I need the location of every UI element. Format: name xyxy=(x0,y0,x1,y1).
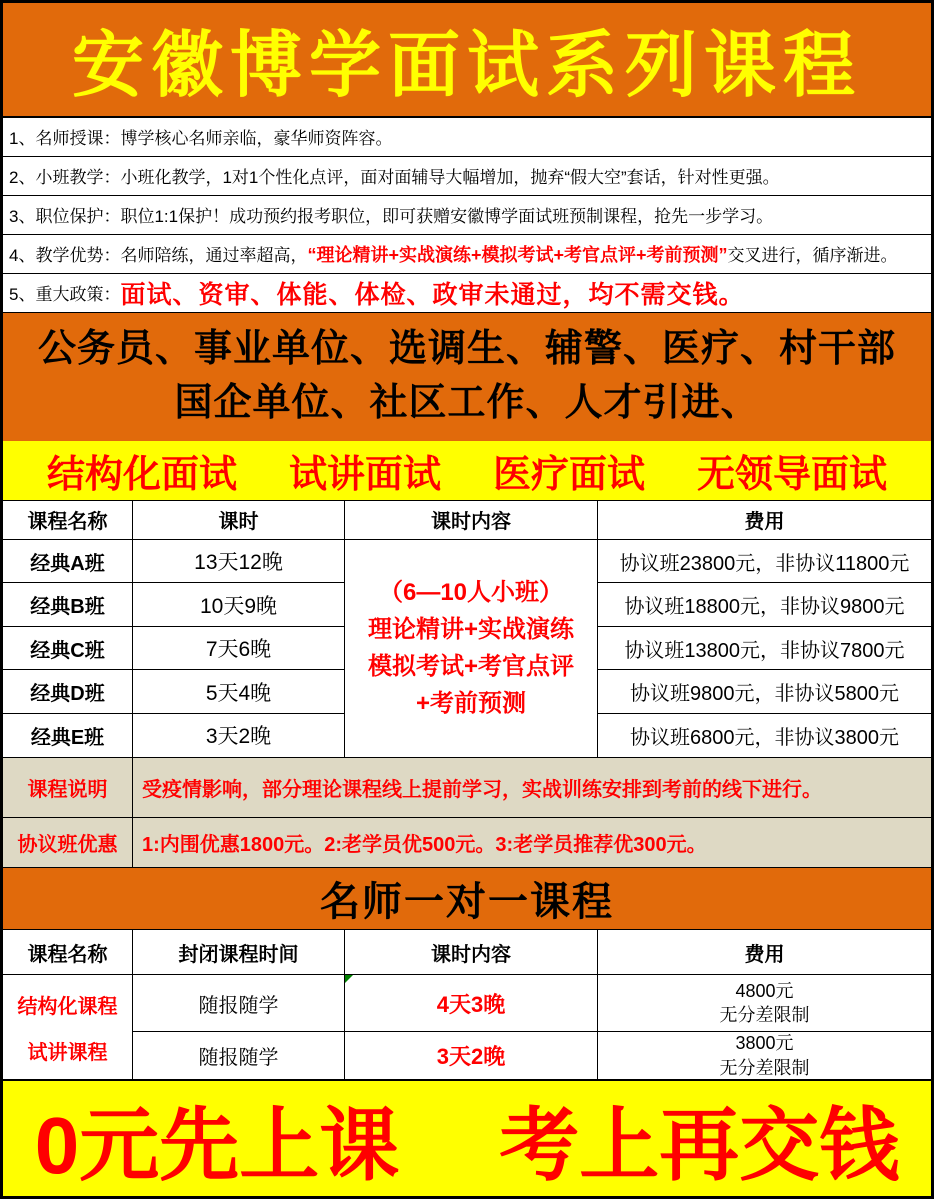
course-name-column xyxy=(3,501,133,758)
one-on-one-table xyxy=(3,930,931,1080)
cell-corner-marker-icon xyxy=(345,975,353,983)
feature-item-4 xyxy=(3,235,931,274)
oo-hours-cell xyxy=(345,975,597,1032)
poster-header xyxy=(3,3,931,118)
course-hours-cell: 5天4晚 xyxy=(133,670,344,714)
course-name-cell: 经典E班 xyxy=(3,714,132,758)
audience-line-1: 公务员、事业单位、选调生、辅警、医疗、村干部 xyxy=(37,327,896,370)
column-header-course-name: 课程名称 xyxy=(3,930,132,975)
promo-text-right: 考上再交钱 xyxy=(499,1101,900,1190)
column-header-course-name: 课程名称 xyxy=(3,501,132,540)
promo-banner xyxy=(3,1080,931,1196)
audience-line-2: 国企单位、社区工作、人才引进、 xyxy=(174,381,760,424)
content-line: +考前预测 xyxy=(415,690,526,718)
feature-text: 3、职位保护：职位1:1保护！成功预约报考职位，即可获赠安徽博学面试班预制课程，抢先一步学习。 xyxy=(9,207,774,227)
feature-text: 5、重大政策： xyxy=(9,285,121,305)
audience-banner xyxy=(3,313,931,441)
feature-highlight: “理论精讲+实战演练+模拟考试+考官点评+考前预测” xyxy=(307,244,728,265)
feature-item-5 xyxy=(3,274,931,313)
oo-schedule-column xyxy=(133,930,345,1080)
feature-text: 4、教学优势：名师陪练，通过率超高， xyxy=(9,246,308,266)
interview-types-banner xyxy=(3,441,931,501)
note-label: 课程说明 xyxy=(3,758,133,818)
oo-fee-amount: 3800元 xyxy=(735,1033,794,1054)
note-text: 受疫情影响，部分理论课程线上提前学习，实战训练安排到考前的线下进行。 xyxy=(142,778,822,801)
interview-type-medical: 医疗面试 xyxy=(493,453,646,496)
course-fee-cell: 协议班9800元，非协议5800元 xyxy=(598,670,931,714)
oo-content-column xyxy=(345,930,598,1080)
course-fee-cell: 协议班23800元，非协议11800元 xyxy=(598,540,931,584)
course-fee-column xyxy=(598,501,931,758)
feature-list xyxy=(3,118,931,313)
oo-course-name: 结构化课程 xyxy=(17,995,118,1018)
feature-item-3 xyxy=(3,196,931,235)
course-content-merged-cell xyxy=(345,540,597,758)
content-line: （6—10人小班） xyxy=(378,578,564,606)
feature-item-1 xyxy=(3,118,931,157)
course-note-row xyxy=(3,758,931,819)
course-fee-cell: 协议班13800元，非协议7800元 xyxy=(598,627,931,671)
column-header-fee: 费用 xyxy=(598,501,931,540)
oo-fee-amount: 4800元 xyxy=(735,980,794,1001)
course-name-cell: 经典A班 xyxy=(3,540,132,584)
course-hours-cell: 13天12晚 xyxy=(133,540,344,584)
oo-hours-text: 4天3晚 xyxy=(436,991,506,1017)
course-fee-cell: 协议班6800元，非协议3800元 xyxy=(598,714,931,758)
feature-highlight: 面试、资审、体能、体检、政审未通过，均不需交钱。 xyxy=(120,279,745,309)
oo-course-name: 试讲课程 xyxy=(27,1041,108,1064)
interview-type-lecture: 试讲面试 xyxy=(288,453,441,496)
content-line: 理论精讲+实战演练 xyxy=(367,615,574,643)
course-hours-column xyxy=(133,501,345,758)
content-line: 模拟考试+考官点评 xyxy=(367,653,574,681)
column-header-hours: 课时 xyxy=(133,501,344,540)
feature-text: 1、名师授课：博学核心名师亲临，豪华师资阵容。 xyxy=(9,129,393,149)
column-header-schedule: 封闭课程时间 xyxy=(133,930,344,975)
poster-title: 安徽博学面试系列课程 xyxy=(71,22,862,108)
oo-fee-note: 无分差限制 xyxy=(719,1057,810,1078)
interview-type-structured: 结构化面试 xyxy=(46,453,237,496)
oo-hours-text: 3天2晚 xyxy=(436,1044,506,1069)
oo-fee-column xyxy=(598,930,931,1080)
course-name-cell: 经典C班 xyxy=(3,627,132,671)
course-hours-cell: 3天2晚 xyxy=(133,714,344,758)
course-content-column xyxy=(345,501,598,758)
oo-course-names-merged-cell xyxy=(3,975,132,1080)
feature-item-2 xyxy=(3,157,931,196)
one-on-one-banner: 名师一对一课程 xyxy=(3,868,931,930)
column-header-content: 课时内容 xyxy=(345,501,597,540)
oo-fee-cell xyxy=(598,975,931,1032)
column-header-fee: 费用 xyxy=(598,930,931,975)
oo-fee-cell xyxy=(598,1032,931,1080)
column-header-content: 课时内容 xyxy=(345,930,597,975)
oo-fee-note: 无分差限制 xyxy=(719,1005,810,1025)
course-name-cell: 经典D班 xyxy=(3,670,132,714)
feature-text-suffix: 交叉进行，循序渐进。 xyxy=(727,246,898,266)
oo-hours-cell xyxy=(345,1032,597,1080)
oo-schedule-cell: 随报随学 xyxy=(133,1032,344,1080)
note-label: 协议班优惠 xyxy=(3,818,133,867)
course-name-cell: 经典B班 xyxy=(3,583,132,627)
feature-text: 2、小班教学：小班化教学，1对1个性化点评，面对面辅导大幅增加，抛弃“假大空”套话，针对性更强。 xyxy=(9,168,780,188)
interview-type-leaderless: 无领导面试 xyxy=(697,453,888,496)
course-hours-cell: 7天6晚 xyxy=(133,627,344,671)
course-fee-cell: 协议班18800元，非协议9800元 xyxy=(598,583,931,627)
note-text: 1:内围优惠1800元。2:老学员优500元。3:老学员推荐优300元。 xyxy=(142,834,707,857)
course-table xyxy=(3,501,931,758)
oo-course-name-column xyxy=(3,930,133,1080)
course-hours-cell: 10天9晚 xyxy=(133,583,344,627)
promo-text-left: 0元先上课 xyxy=(34,1101,400,1190)
discount-note-row xyxy=(3,818,931,868)
oo-schedule-cell: 随报随学 xyxy=(133,975,344,1032)
